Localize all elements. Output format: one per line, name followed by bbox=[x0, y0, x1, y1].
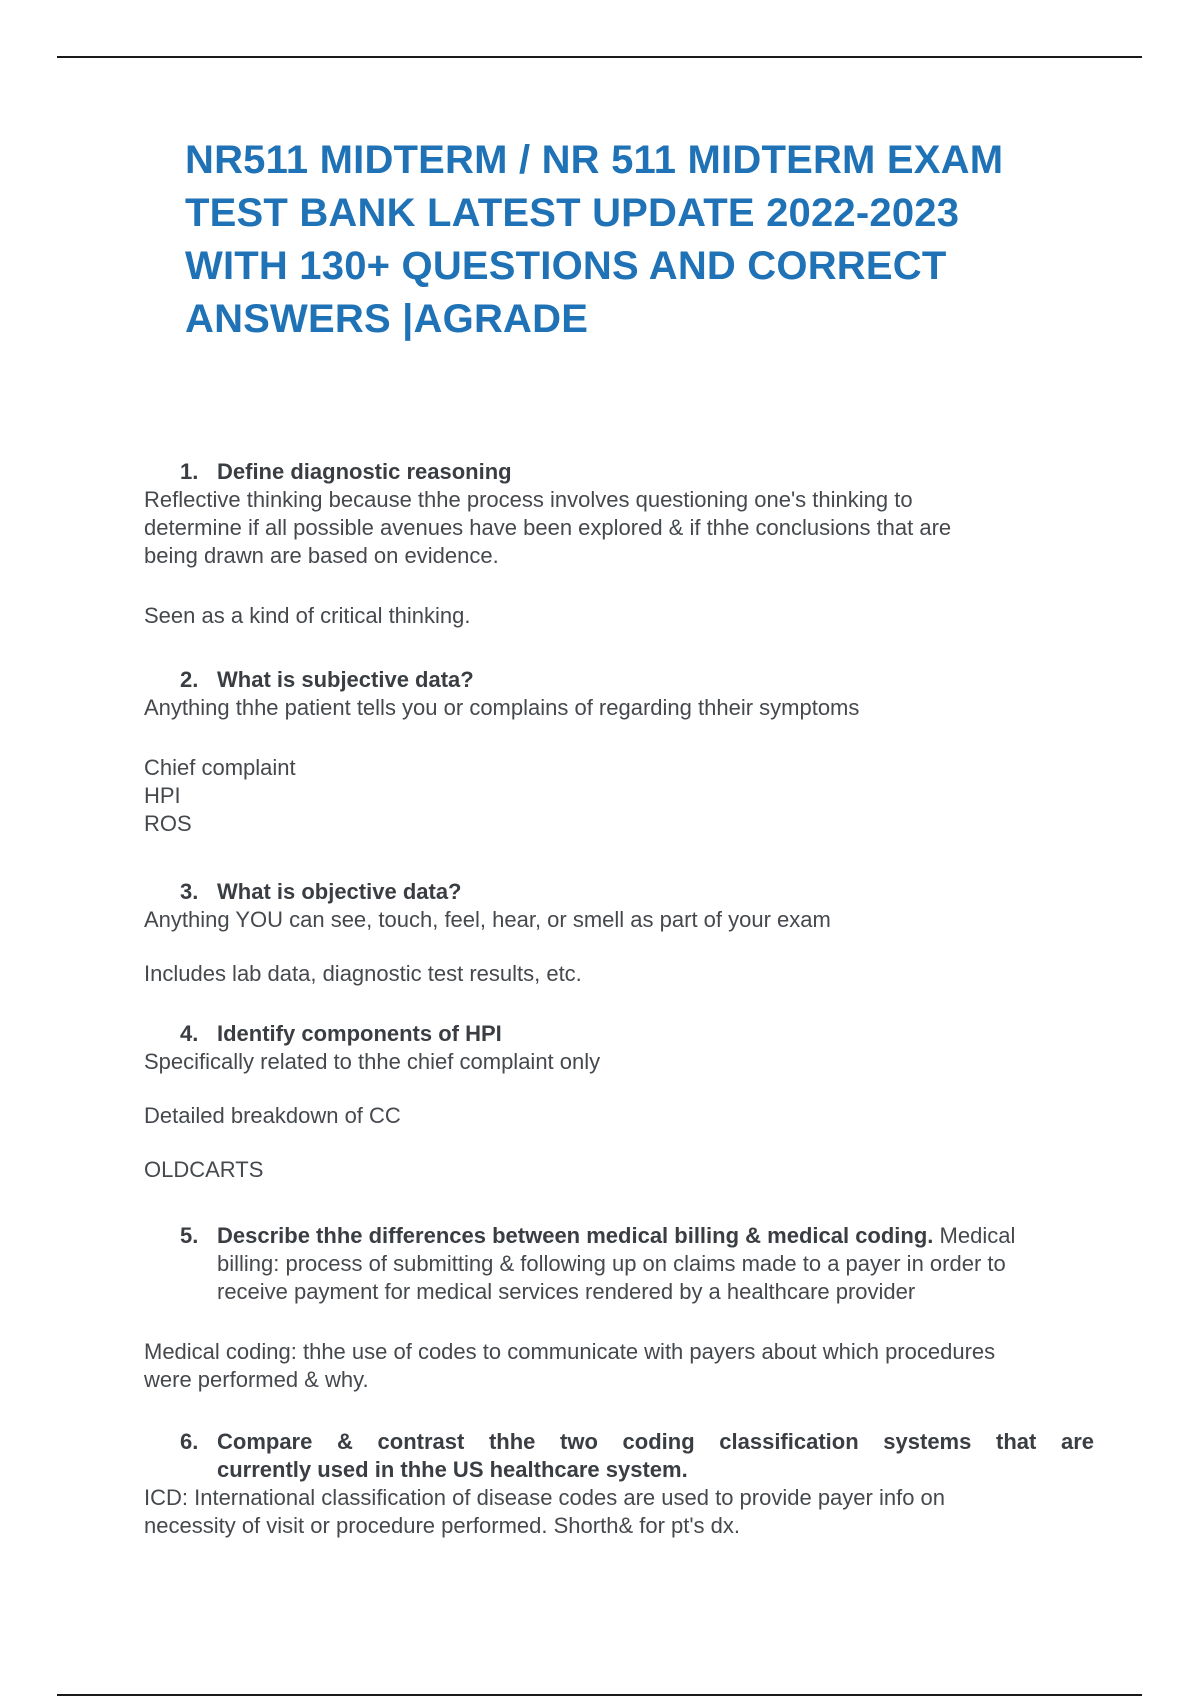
answer-line: being drawn are based on evidence. bbox=[144, 543, 499, 568]
question-heading bbox=[144, 666, 1094, 694]
question-text: Identify components of HPI bbox=[217, 1021, 502, 1046]
answer-line: necessity of visit or procedure performed. Shorth& for pt's dx. bbox=[144, 1513, 741, 1538]
question-number: 1. bbox=[180, 459, 199, 484]
question-number: 5. bbox=[180, 1223, 199, 1248]
question-3 bbox=[144, 878, 1094, 988]
answer-line: Reflective thinking because thhe process involves questioning one's thinking to bbox=[144, 487, 913, 512]
question-text: Compare & contrast thhe two coding classification systems that are bbox=[217, 1429, 1094, 1454]
question-2 bbox=[144, 666, 1094, 838]
inline-answer: Medical bbox=[939, 1223, 1016, 1248]
question-text: currently used in thhe US healthcare system. bbox=[217, 1457, 688, 1482]
question-heading bbox=[144, 458, 1094, 486]
question-1 bbox=[144, 458, 1094, 630]
list-item: Chief complaint bbox=[144, 755, 296, 780]
question-text: What is subjective data? bbox=[217, 667, 474, 692]
answer-note: OLDCARTS bbox=[144, 1157, 264, 1182]
question-text: Define diagnostic reasoning bbox=[217, 459, 512, 484]
question-text-block bbox=[217, 1428, 1094, 1484]
title-line: NR511 MIDTERM / NR 511 MIDTERM EXAM bbox=[185, 138, 1004, 182]
inline-answer: billing: process of submitting & following up on claims made to a payer in order to bbox=[217, 1251, 1006, 1276]
answer-line: ICD: International classification of disease codes are used to provide payer info on bbox=[144, 1485, 946, 1510]
question-heading bbox=[144, 878, 1094, 906]
answer-line: Anything thhe patient tells you or complains of regarding thheir symptoms bbox=[144, 695, 860, 720]
question-number: 3. bbox=[180, 879, 199, 904]
question-heading bbox=[144, 1222, 1094, 1306]
question-heading bbox=[144, 1020, 1094, 1048]
question-number: 2. bbox=[180, 667, 199, 692]
header-rule bbox=[57, 56, 1142, 58]
question-text: What is objective data? bbox=[217, 879, 462, 904]
inline-answer: receive payment for medical services rendered by a healthcare provider bbox=[217, 1279, 916, 1304]
document-title bbox=[185, 134, 1085, 346]
question-4 bbox=[144, 1020, 1094, 1184]
question-number: 6. bbox=[180, 1429, 199, 1454]
answer-note: Detailed breakdown of CC bbox=[144, 1103, 401, 1128]
question-heading bbox=[144, 1428, 1094, 1484]
answer-line: Anything YOU can see, touch, feel, hear, or smell as part of your exam bbox=[144, 907, 831, 932]
title-line: TEST BANK LATEST UPDATE 2022-2023 bbox=[185, 191, 960, 235]
answer-line: were performed & why. bbox=[144, 1367, 369, 1392]
answer-line: determine if all possible avenues have been explored & if thhe conclusions that are bbox=[144, 515, 952, 540]
list-item: HPI bbox=[144, 783, 181, 808]
title-line: WITH 130+ QUESTIONS AND CORRECT bbox=[185, 244, 947, 288]
answer-note: Includes lab data, diagnostic test results, etc. bbox=[144, 961, 582, 986]
title-line: ANSWERS |AGRADE bbox=[185, 297, 589, 341]
answer-line: Specifically related to thhe chief complaint only bbox=[144, 1049, 601, 1074]
list-item: ROS bbox=[144, 811, 192, 836]
footer-rule bbox=[57, 1694, 1142, 1696]
question-number: 4. bbox=[180, 1021, 199, 1046]
answer-note: Seen as a kind of critical thinking. bbox=[144, 603, 471, 628]
question-5 bbox=[144, 1222, 1094, 1394]
answer-line: Medical coding: thhe use of codes to communicate with payers about which procedures bbox=[144, 1339, 996, 1364]
question-6 bbox=[144, 1428, 1094, 1540]
question-text-block bbox=[217, 1222, 1094, 1306]
question-text: Describe thhe differences between medical billing & medical coding. bbox=[217, 1223, 934, 1248]
